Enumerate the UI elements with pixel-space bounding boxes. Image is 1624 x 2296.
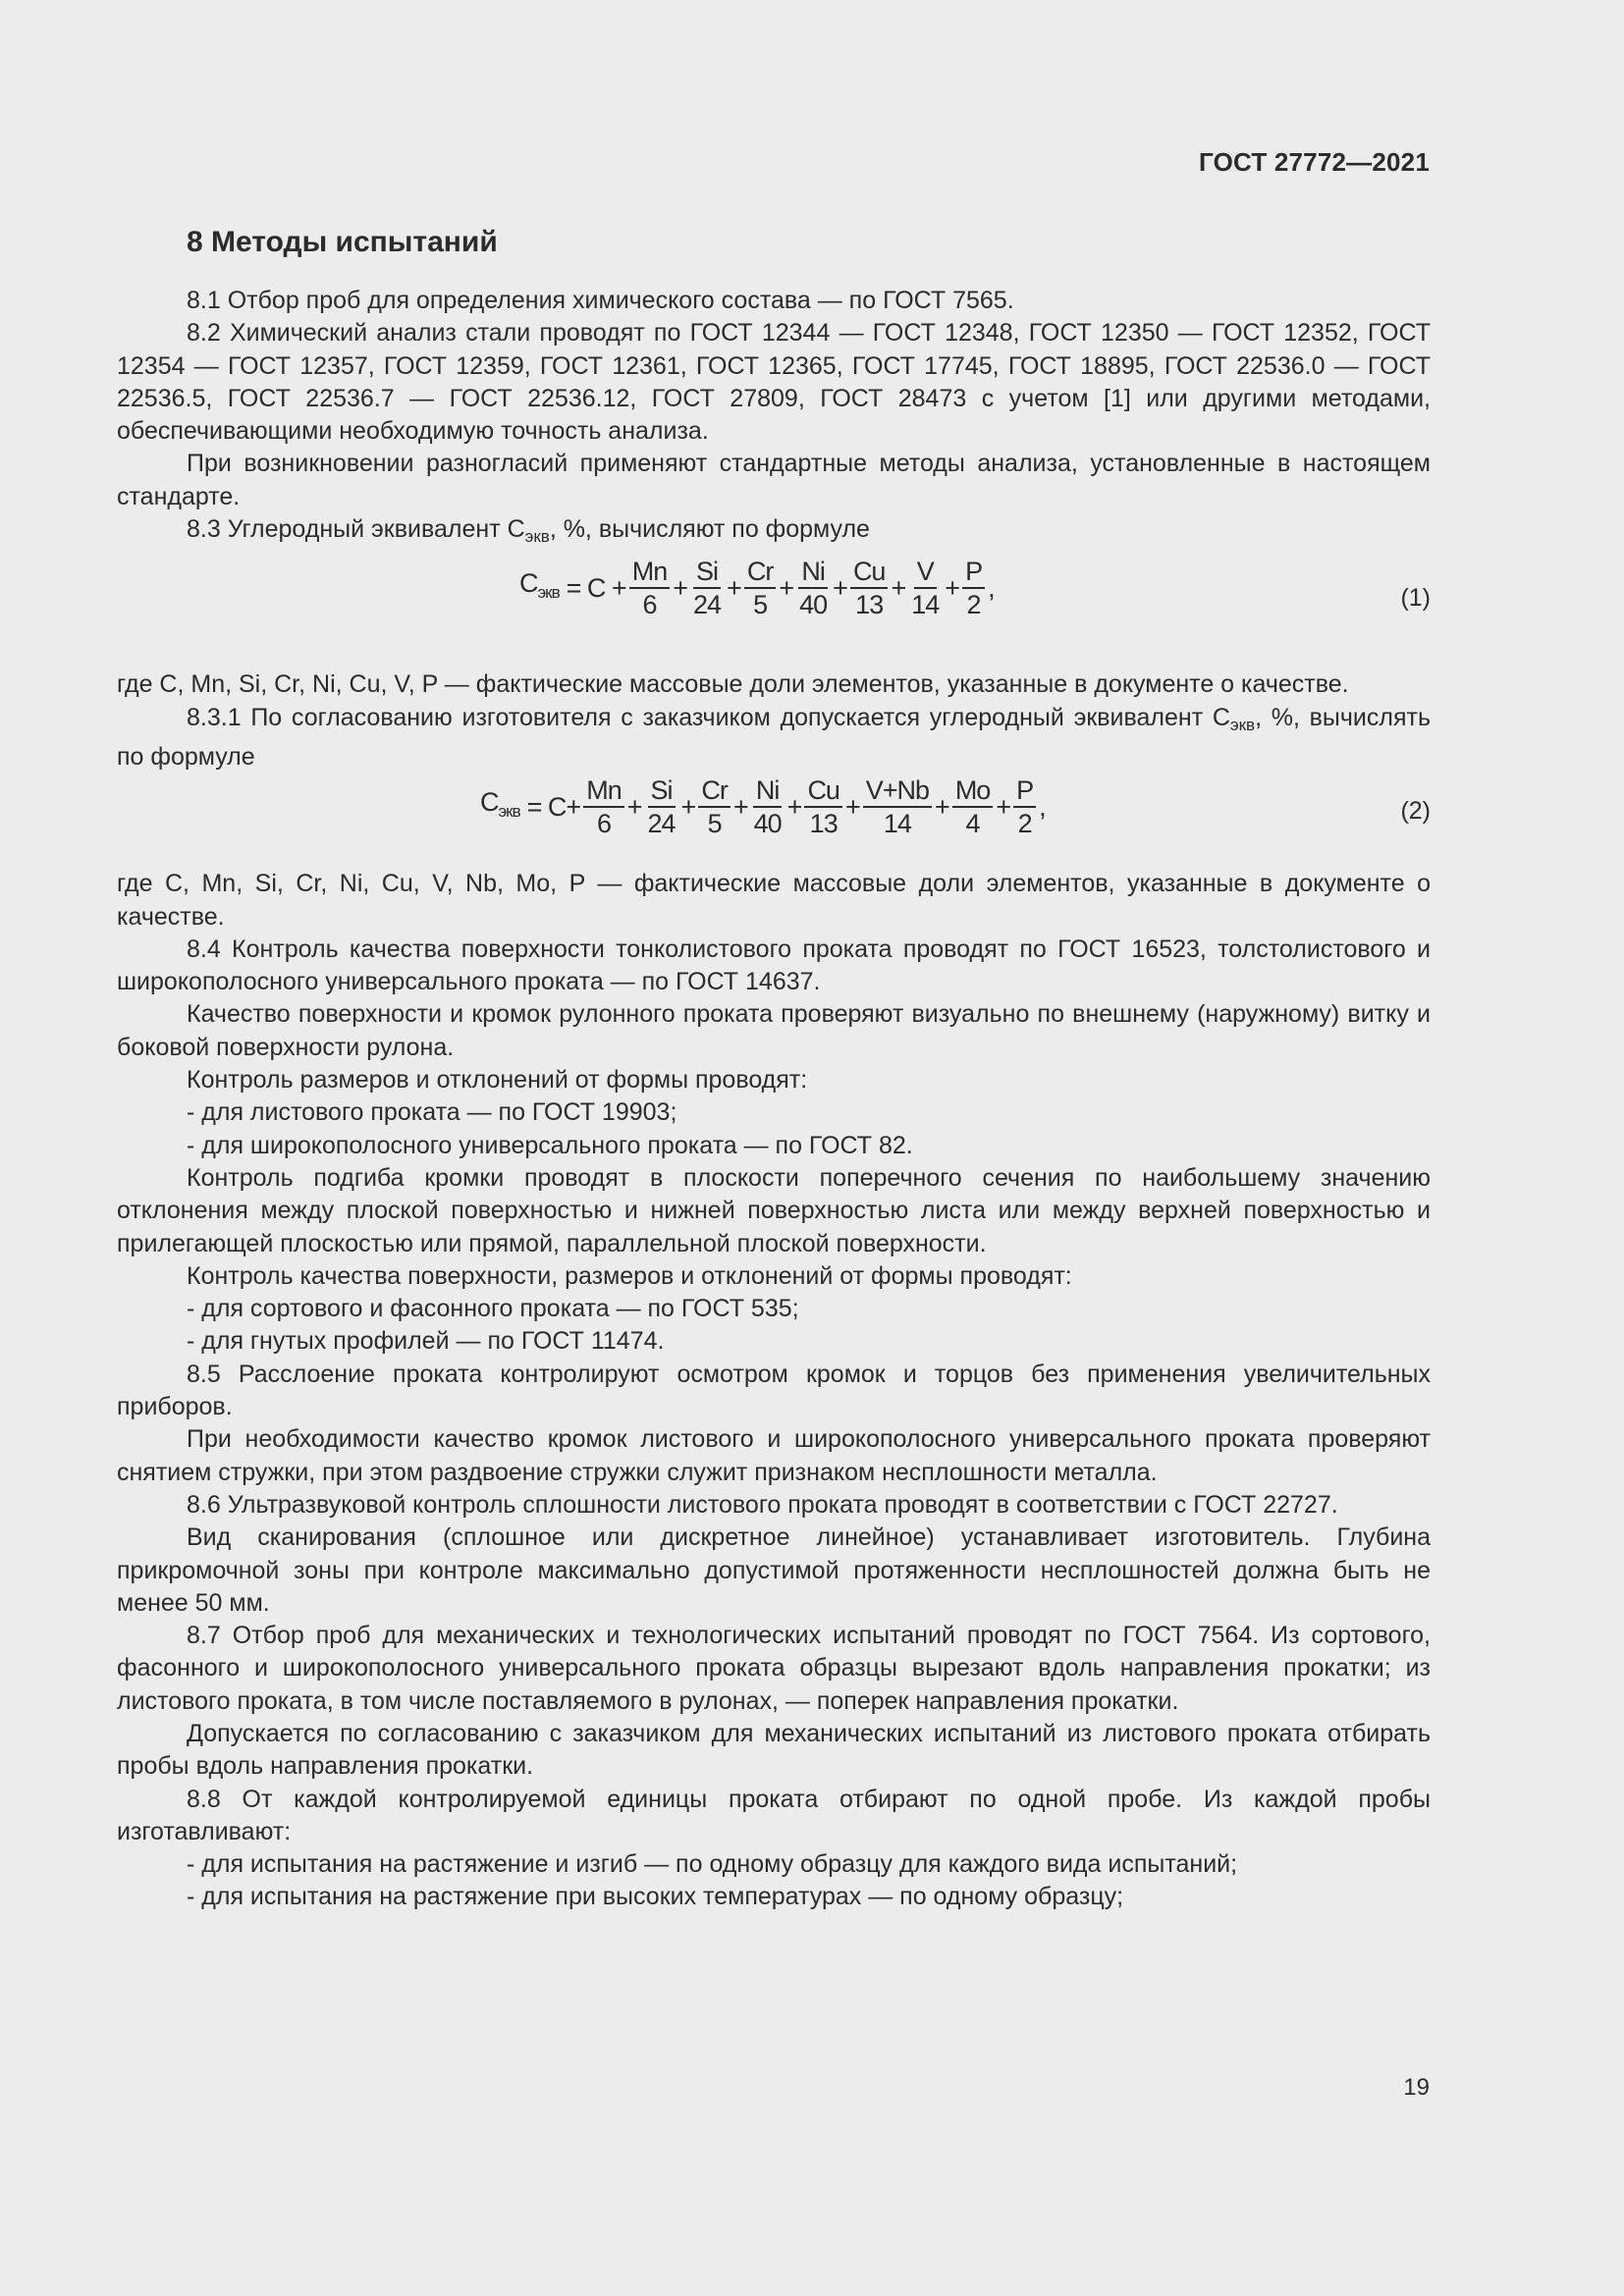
section-title: 8 Методы испытаний: [187, 226, 498, 258]
paragraph: 8.5 Расслоение проката контролируют осмотром кромок и торцов без применения увеличительных приборов.: [117, 1360, 1431, 1421]
paragraph: 8.2 Химический анализ стали проводят по ГОСТ 12344 — ГОСТ 12348, ГОСТ 12350 — ГОСТ 12352, ГОСТ 12354 — ГОСТ 12357, ГОСТ 12359, ГОСТ 12361, ГОСТ 12365, ГОСТ 17745, ГОСТ 18895, ГОСТ 22536.0 — ГОСТ 22536.5, ГОСТ 22536.7 — ГОСТ 22536.12, ГОСТ 27809, ГОСТ 28473 с учетом [1] или другими методами, обеспечивающими необходимую точность анализа.: [117, 319, 1431, 446]
formula-operator: +: [844, 791, 860, 822]
formula-fraction: $\frac{Mo}{4}$: [952, 775, 994, 838]
formula-fraction: $\frac{P}{2}$: [962, 557, 985, 619]
list-item: - для широкополосного универсального проката — по ГОСТ 82.: [187, 1131, 913, 1159]
formula-operator: +: [996, 791, 1011, 822]
paragraph: 8.8 От каждой контролируемой единицы проката отбирают по одной пробе. Из каждой пробы изготавливают:: [117, 1785, 1431, 1845]
paragraph: где C, Mn, Si, Cr, Ni, Cu, V, P — фактические массовые доли элементов, указанные в документе о качестве.: [117, 670, 1349, 699]
formula-operator: +: [727, 572, 741, 603]
paragraph: При возникновении разногласий применяют стандартные методы анализа, установленные в настоящем стандарте.: [117, 450, 1431, 510]
formula-operator: +: [935, 791, 949, 822]
formula-fraction: $\frac{P}{2}$: [1013, 775, 1036, 838]
formula-operator: +: [680, 791, 696, 822]
formula-operator: +: [732, 791, 748, 822]
paragraph: Контроль размеров и отклонений от формы проводят:: [187, 1066, 808, 1095]
formula-fraction: $\frac{Si}{24}$: [647, 775, 676, 839]
paragraph: где C, Mn, Si, Cr, Ni, Cu, V, Nb, Mo, P — фактические массовые доли элементов, указанные в документе о качестве.: [117, 870, 1431, 931]
equation-number: (2): [1400, 797, 1431, 826]
paragraph: Качество поверхности и кромок рулонного проката проверяют визуально по внешнему (наружному) витку и боковой поверхности рулона.: [117, 1000, 1431, 1061]
list-item: - для гнутых профилей — по ГОСТ 11474.: [187, 1327, 665, 1356]
formula-operator: +: [626, 791, 642, 822]
formula-operator: +: [673, 572, 687, 603]
equation-number: (1): [1400, 584, 1431, 613]
paragraph: 8.6 Ультразвуковой контроль сплошности листового проката проводят в соответствии с ГОСТ 22727.: [187, 1490, 1338, 1519]
formula-1: [519, 557, 996, 619]
list-item: - для листового проката — по ГОСТ 19903;: [187, 1098, 677, 1127]
formula-operator: ,: [1039, 791, 1046, 822]
formula-fraction: $\frac{Cu}{13}$: [850, 557, 889, 619]
paragraph: 8.4 Контроль качества поверхности тонколистового проката проводят по ГОСТ 16523, толстолистового и широкополосного универсального проката — по ГОСТ 14637.: [117, 934, 1431, 996]
paragraph: 8.1 Отбор проб для определения химического состава — по ГОСТ 7565.: [187, 287, 1014, 314]
page-number: 19: [1403, 2074, 1430, 2101]
formula-fraction: $\frac{Si}{24}$: [693, 557, 722, 620]
formula-fraction: $\frac{Mn}{6}$: [583, 775, 624, 838]
formula-operator: ,: [988, 572, 995, 603]
formula-2-row: [117, 774, 1431, 868]
formula-fraction: $\frac{Mn}{6}$: [629, 557, 671, 619]
paragraph: Допускается по согласованию с заказчиком для механических испытаний из листового проката отбирать пробы вдоль направления прокатки.: [117, 1719, 1431, 1781]
formula-operator: +: [786, 791, 802, 822]
formula-fraction: $\frac{V}{14}$: [911, 557, 940, 620]
paragraph: Контроль качества поверхности, размеров и отклонений от формы проводят:: [187, 1261, 1072, 1290]
formula-operator: +: [945, 572, 960, 603]
list-item: - для испытания на растяжение при высоких температурах — по одному образцу;: [187, 1883, 1124, 1911]
formula-1-row: [117, 553, 1431, 668]
formula-fraction: $\frac{Cr}{5}$: [744, 557, 777, 619]
list-item: - для сортового и фасонного проката — по ГОСТ 535;: [187, 1295, 799, 1323]
paragraph: 8.7 Отбор проб для механических и технологических испытаний проводят по ГОСТ 7564. Из сортового, фасонного и широкополосного универсального проката образцы вырезают вдоль направления прокатки; из листового проката, в том числе поставляемого в рулонах, — поперек направления прокатки.: [117, 1622, 1431, 1715]
formula-fraction: $\frac{Cu}{13}$: [804, 775, 842, 838]
formula-operator: +: [833, 572, 847, 603]
formula-operator: +: [779, 572, 794, 603]
formula-lhs: $С_{экв}$: [519, 568, 560, 603]
formula-lhs: $С_{экв}$: [480, 787, 520, 822]
list-item: - для испытания на растяжение и изгиб — по одному образцу для каждого вида испытаний;: [187, 1850, 1238, 1879]
paragraph: Контроль подгиба кромки проводят в плоскости поперечного сечения по наибольшему значению отклонения между плоской поверхностью и нижней поверхностью листа или между верхней поверхностью и прилегающей плоскостью или прямой, параллельной плоской поверхности.: [117, 1163, 1431, 1257]
formula-fraction: $\frac{Ni}{40}$: [799, 557, 828, 620]
paragraph: 8.3.1 По согласованию изготовителя с заказчиком допускается углеродный эквивалент $С_{экв}$, %, вычислять по формуле: [117, 703, 1431, 771]
formula-2: [480, 775, 1047, 838]
standard-code: ГОСТ 27772—2021: [1199, 147, 1430, 177]
document-body: [117, 285, 1431, 1914]
formula-operator: = C+: [526, 791, 581, 822]
paragraph: Вид сканирования (сплошное или дискретное линейное) устанавливает изготовитель. Глубина прикромочной зоны при контроле максимально допустимой протяженности несплошностей должна быть не менее 50 мм.: [117, 1523, 1431, 1617]
formula-fraction: $\frac{Cr}{5}$: [698, 775, 731, 838]
paragraph: 8.3 Углеродный эквивалент $С_{экв}$, %, вычисляют по формуле: [187, 515, 870, 547]
formula-operator: = C +: [566, 572, 626, 603]
paragraph: При необходимости качество кромок листового и широкополосного универсального проката проверяют снятием стружки, при этом раздвоение стружки служит признаком несплошности металла.: [117, 1425, 1431, 1486]
formula-operator: +: [891, 572, 906, 603]
formula-fraction: $\frac{Ni}{40}$: [753, 775, 782, 839]
formula-fraction: $\frac{V+Nb}{14}$: [863, 775, 932, 838]
